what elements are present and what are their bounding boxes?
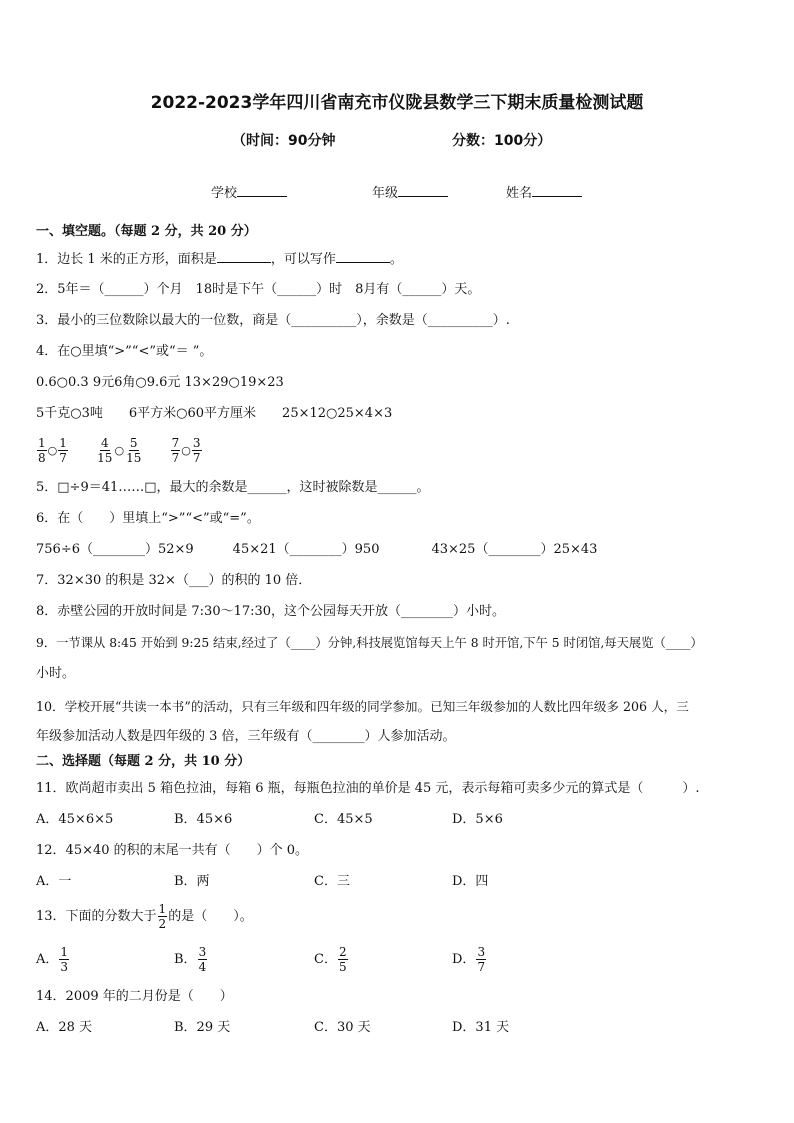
- q1-blank-1[interactable]: [217, 250, 271, 263]
- page-title: 2022-2023学年四川省南充市仪陇县数学三下期末质量检测试题: [150, 93, 644, 113]
- fraction: [96, 436, 113, 465]
- option-d[interactable]: D．31 天: [452, 1020, 510, 1035]
- option-label: A．: [36, 952, 59, 967]
- fraction: [125, 436, 142, 465]
- denominator: 5: [338, 960, 347, 974]
- option-a[interactable]: [36, 940, 70, 980]
- time-limit: （时间：90分钟: [232, 133, 336, 149]
- question-7: 7．32×30 的积是 32×（___）的积的 10 倍．: [36, 573, 312, 588]
- question-2: 2．5年＝（______）个月 18时是下午（______）时 8月有（______）天。: [36, 282, 481, 297]
- denominator: 15: [97, 451, 113, 465]
- denominator: 7: [477, 960, 486, 974]
- question-3: 3．最小的三位数除以最大的一位数，商是（__________），余数是（__________）.: [36, 313, 510, 328]
- numerator: 5: [129, 436, 138, 450]
- q13-text-b: 的是（ ）。: [168, 909, 253, 924]
- grade-blank[interactable]: [398, 184, 448, 197]
- name-field[interactable]: [506, 182, 582, 201]
- q1-text-c: 。: [389, 252, 403, 267]
- compare-circle[interactable]: ○: [47, 444, 58, 457]
- fraction: [476, 945, 486, 974]
- question-13-options: [36, 940, 736, 980]
- grade-field[interactable]: [372, 182, 448, 201]
- option-d[interactable]: D．5×6: [452, 812, 503, 827]
- fraction: [158, 902, 168, 931]
- fraction-compare-2: [95, 436, 147, 465]
- fraction-compare-3: [170, 436, 203, 465]
- denominator: 7: [59, 451, 67, 465]
- option-label: C．: [314, 952, 337, 967]
- total-score: 分数：100分）: [452, 133, 552, 149]
- question-9-line-2: 小时。: [36, 666, 76, 681]
- question-4-row-1: 0.6○0.3 9元6角○9.6元 13×29○19×23: [36, 375, 284, 390]
- denominator: 3: [60, 960, 69, 974]
- option-a[interactable]: A．45×6×5: [36, 812, 114, 827]
- option-b[interactable]: B．29 天: [174, 1020, 231, 1035]
- name-label: 姓名: [506, 186, 533, 201]
- question-6-row: 756÷6（________）52×9 45×21（________）950 43×25（________）25×43: [36, 542, 598, 557]
- question-5: 5．□÷9＝41……□，最大的余数是______，这时被除数是______。: [36, 480, 430, 495]
- denominator: 4: [198, 960, 207, 974]
- q1-text-b: ，可以写作: [270, 252, 336, 267]
- question-8: 8．赤壁公园的开放时间是 7:30～17:30，这个公园每天开放（________）小时。: [36, 604, 506, 619]
- question-4-row-3: [36, 436, 203, 466]
- option-c[interactable]: C．45×5: [314, 812, 373, 827]
- numerator: 7: [171, 436, 180, 450]
- numerator: 1: [38, 436, 46, 450]
- compare-circle[interactable]: ○: [114, 444, 125, 457]
- numerator: 1: [59, 436, 67, 450]
- question-1: [36, 250, 403, 269]
- grade-label: 年级: [372, 186, 399, 201]
- numerator: 3: [477, 945, 486, 959]
- denominator: 7: [171, 451, 180, 465]
- option-a[interactable]: A．28 天: [36, 1020, 93, 1035]
- option-b[interactable]: B．两: [174, 874, 210, 889]
- fraction: [198, 945, 208, 974]
- numerator: 4: [100, 436, 109, 450]
- question-4-row-2: 5千克○3吨 6平方米○60平方厘米 25×12○25×4×3: [36, 406, 393, 421]
- question-12-options: [36, 873, 736, 891]
- option-c[interactable]: [314, 940, 349, 980]
- question-6: 6．在（ ）里填上“>”“<”或“=”。: [36, 511, 260, 526]
- denominator: 15: [126, 451, 142, 465]
- numerator: 2: [338, 945, 347, 959]
- denominator: 8: [38, 451, 46, 465]
- fraction-compare-1: [36, 436, 73, 465]
- section2-heading: 二、选择题（每题 2 分，共 10 分）: [36, 754, 251, 769]
- numerator: 3: [192, 436, 201, 450]
- question-11: 11．欧尚超市卖出 5 箱色拉油，每箱 6 瓶，每瓶色拉油的单价是 45 元，表示每箱可卖多少元的算式是（ ）.: [36, 781, 700, 796]
- fraction: [192, 436, 202, 465]
- option-d[interactable]: D．四: [452, 874, 489, 889]
- q13-text-a: 13．下面的分数大于: [36, 909, 157, 924]
- fraction: [58, 436, 68, 465]
- numerator: 1: [60, 945, 69, 959]
- question-10-line-2: 年级参加活动人数是四年级的 3 倍，三年级有（________）人参加活动。: [36, 729, 456, 744]
- question-10-line-1: 10．学校开展“共读一本书”的活动，只有三年级和四年级的同学参加。已知三年级参加的人数比四年级多 206 人，三: [36, 699, 689, 714]
- question-12: 12．45×40 的积的末尾一共有（ ）个 0。: [36, 843, 309, 858]
- q1-blank-2[interactable]: [336, 250, 390, 263]
- fraction: [338, 945, 348, 974]
- fraction: [171, 436, 181, 465]
- question-4: 4．在○里填“>”“<”或“＝ ”。: [36, 344, 213, 359]
- numerator: 3: [198, 945, 207, 959]
- option-label: B．: [174, 952, 197, 967]
- question-14: 14．2009 年的二月份是（ ）: [36, 989, 233, 1004]
- numerator: 1: [158, 902, 167, 916]
- compare-circle[interactable]: ○: [181, 444, 191, 457]
- option-b[interactable]: B．45×6: [174, 812, 233, 827]
- denominator: 7: [192, 451, 201, 465]
- option-c[interactable]: C．三: [314, 874, 350, 889]
- fraction: [59, 945, 69, 974]
- denominator: 2: [158, 917, 167, 931]
- school-label: 学校: [211, 186, 238, 201]
- option-d[interactable]: [452, 940, 487, 980]
- question-14-options: [36, 1019, 736, 1037]
- question-9-line-1: 9．一节课从 8:45 开始到 9:25 结束,经过了（____）分钟,科技展览馆每天上午 8 时开馆,下午 5 时闭馆,每天展览（____）: [36, 636, 703, 650]
- option-a[interactable]: A．一: [36, 874, 72, 889]
- option-label: D．: [452, 952, 476, 967]
- section1-heading: 一、填空题。（每题 2 分，共 20 分）: [36, 224, 257, 239]
- fraction: [37, 436, 47, 465]
- school-blank[interactable]: [237, 184, 287, 197]
- q1-text-a: 1．边长 1 米的正方形，面积是: [36, 252, 217, 267]
- option-b[interactable]: [174, 940, 208, 980]
- question-11-options: [36, 811, 736, 829]
- question-13: [36, 902, 253, 932]
- school-field[interactable]: [211, 182, 287, 201]
- option-c[interactable]: C．30 天: [314, 1020, 371, 1035]
- name-blank[interactable]: [532, 184, 582, 197]
